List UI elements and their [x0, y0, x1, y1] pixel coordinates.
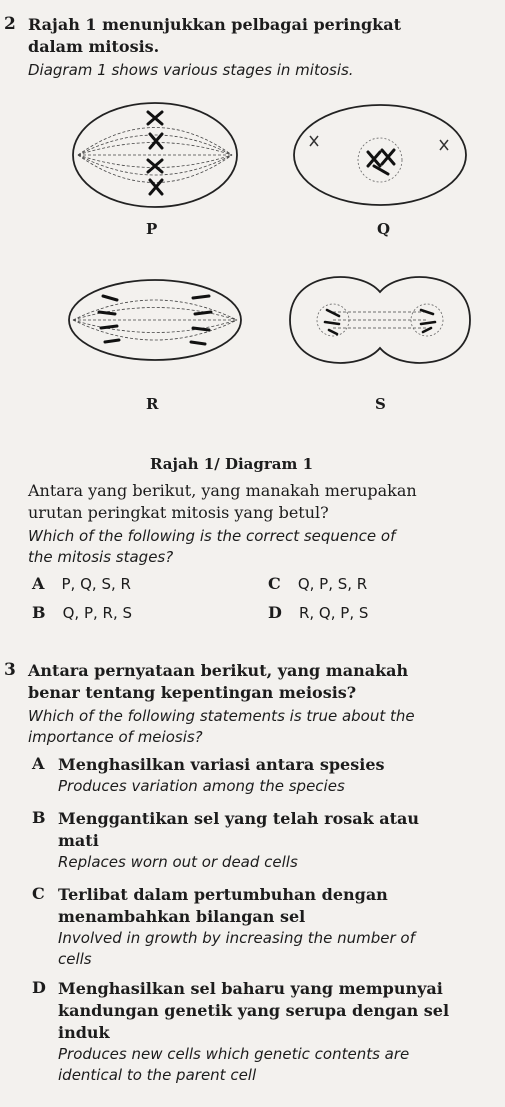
option-malay-line3: induk	[58, 1023, 110, 1042]
q2-question-malay	[28, 480, 498, 524]
option-malay-line2: kandungan genetik yang serupa dengan sel	[58, 1001, 450, 1020]
cell-q-prophase	[290, 100, 470, 210]
q3-intro-malay-line1: Antara pernyataan berikut, yang manakah	[28, 661, 409, 680]
option-english-line2: cells	[58, 950, 92, 968]
option-malay-line1: Menghasilkan sel baharu yang mempunyai	[58, 979, 443, 998]
q2-question-english-line1: Which of the following is the correct sequence of	[28, 527, 396, 545]
cell-r-anaphase	[65, 270, 245, 370]
option-letter: A	[32, 754, 45, 773]
q2-option-d[interactable]	[268, 603, 368, 622]
option-english-line2: identical to the parent cell	[58, 1066, 257, 1084]
q2-question-malay-line1: Antara yang berikut, yang manakah merupakan	[28, 481, 417, 500]
option-text: R, Q, P, S	[298, 604, 369, 622]
q2-intro-malay	[28, 14, 498, 58]
label-r: R	[146, 395, 159, 413]
option-english: Replaces worn out or dead cells	[58, 853, 298, 871]
label-s: S	[375, 395, 386, 413]
option-malay: Menghasilkan variasi antara spesies	[58, 755, 385, 774]
cell-p-metaphase	[70, 100, 240, 210]
label-q: Q	[377, 220, 391, 238]
option-text: Q, P, R, S	[62, 604, 133, 622]
q3-intro-malay-line2: benar tentang kepentingan meiosis?	[28, 683, 357, 702]
option-letter: D	[32, 978, 46, 997]
q2-intro-malay-line2: dalam mitosis.	[28, 37, 160, 56]
mitosis-diagram	[60, 100, 490, 440]
q3-intro-english	[28, 706, 498, 748]
option-malay-line1: Terlibat dalam pertumbuhan dengan	[58, 885, 388, 904]
q3-intro-english-line1: Which of the following statements is true about the	[28, 707, 415, 725]
option-letter: C	[32, 884, 45, 903]
option-letter: B	[32, 603, 46, 622]
label-p: P	[146, 220, 158, 238]
option-malay-line1: Menggantikan sel yang telah rosak atau	[58, 809, 420, 828]
option-english-line1: Involved in growth by increasing the number of	[58, 929, 415, 947]
option-text: P, Q, S, R	[61, 575, 131, 593]
q2-intro-malay-line1: Rajah 1 menunjukkan pelbagai peringkat	[28, 15, 402, 34]
option-malay-line2: menambahkan bilangan sel	[58, 907, 306, 926]
diagram-caption: Rajah 1/ Diagram 1	[150, 455, 314, 473]
q2-option-a[interactable]	[32, 574, 131, 593]
question-number: 2	[4, 14, 16, 34]
q2-option-b[interactable]	[32, 603, 132, 622]
option-letter: B	[32, 808, 46, 827]
q3-intro-english-line2: importance of meiosis?	[28, 728, 203, 746]
option-text: Q, P, S, R	[297, 575, 368, 593]
option-english-line1: Produces new cells which genetic contents are	[58, 1045, 410, 1063]
q2-question-english-line2: the mitosis stages?	[28, 548, 174, 566]
q2-question-english	[28, 526, 498, 568]
cell-s-telophase	[285, 270, 475, 370]
question-3-number: 3	[4, 660, 16, 680]
q3-intro-malay	[28, 660, 498, 704]
option-english: Produces variation among the species	[58, 777, 345, 795]
option-letter: D	[268, 603, 282, 622]
q2-intro-english: Diagram 1 shows various stages in mitosis.	[28, 61, 354, 79]
q2-question-malay-line2: urutan peringkat mitosis yang betul?	[28, 503, 329, 522]
q2-option-c[interactable]	[268, 574, 367, 593]
option-malay-line2: mati	[58, 831, 99, 850]
option-letter: C	[268, 574, 281, 593]
option-letter: A	[32, 574, 45, 593]
